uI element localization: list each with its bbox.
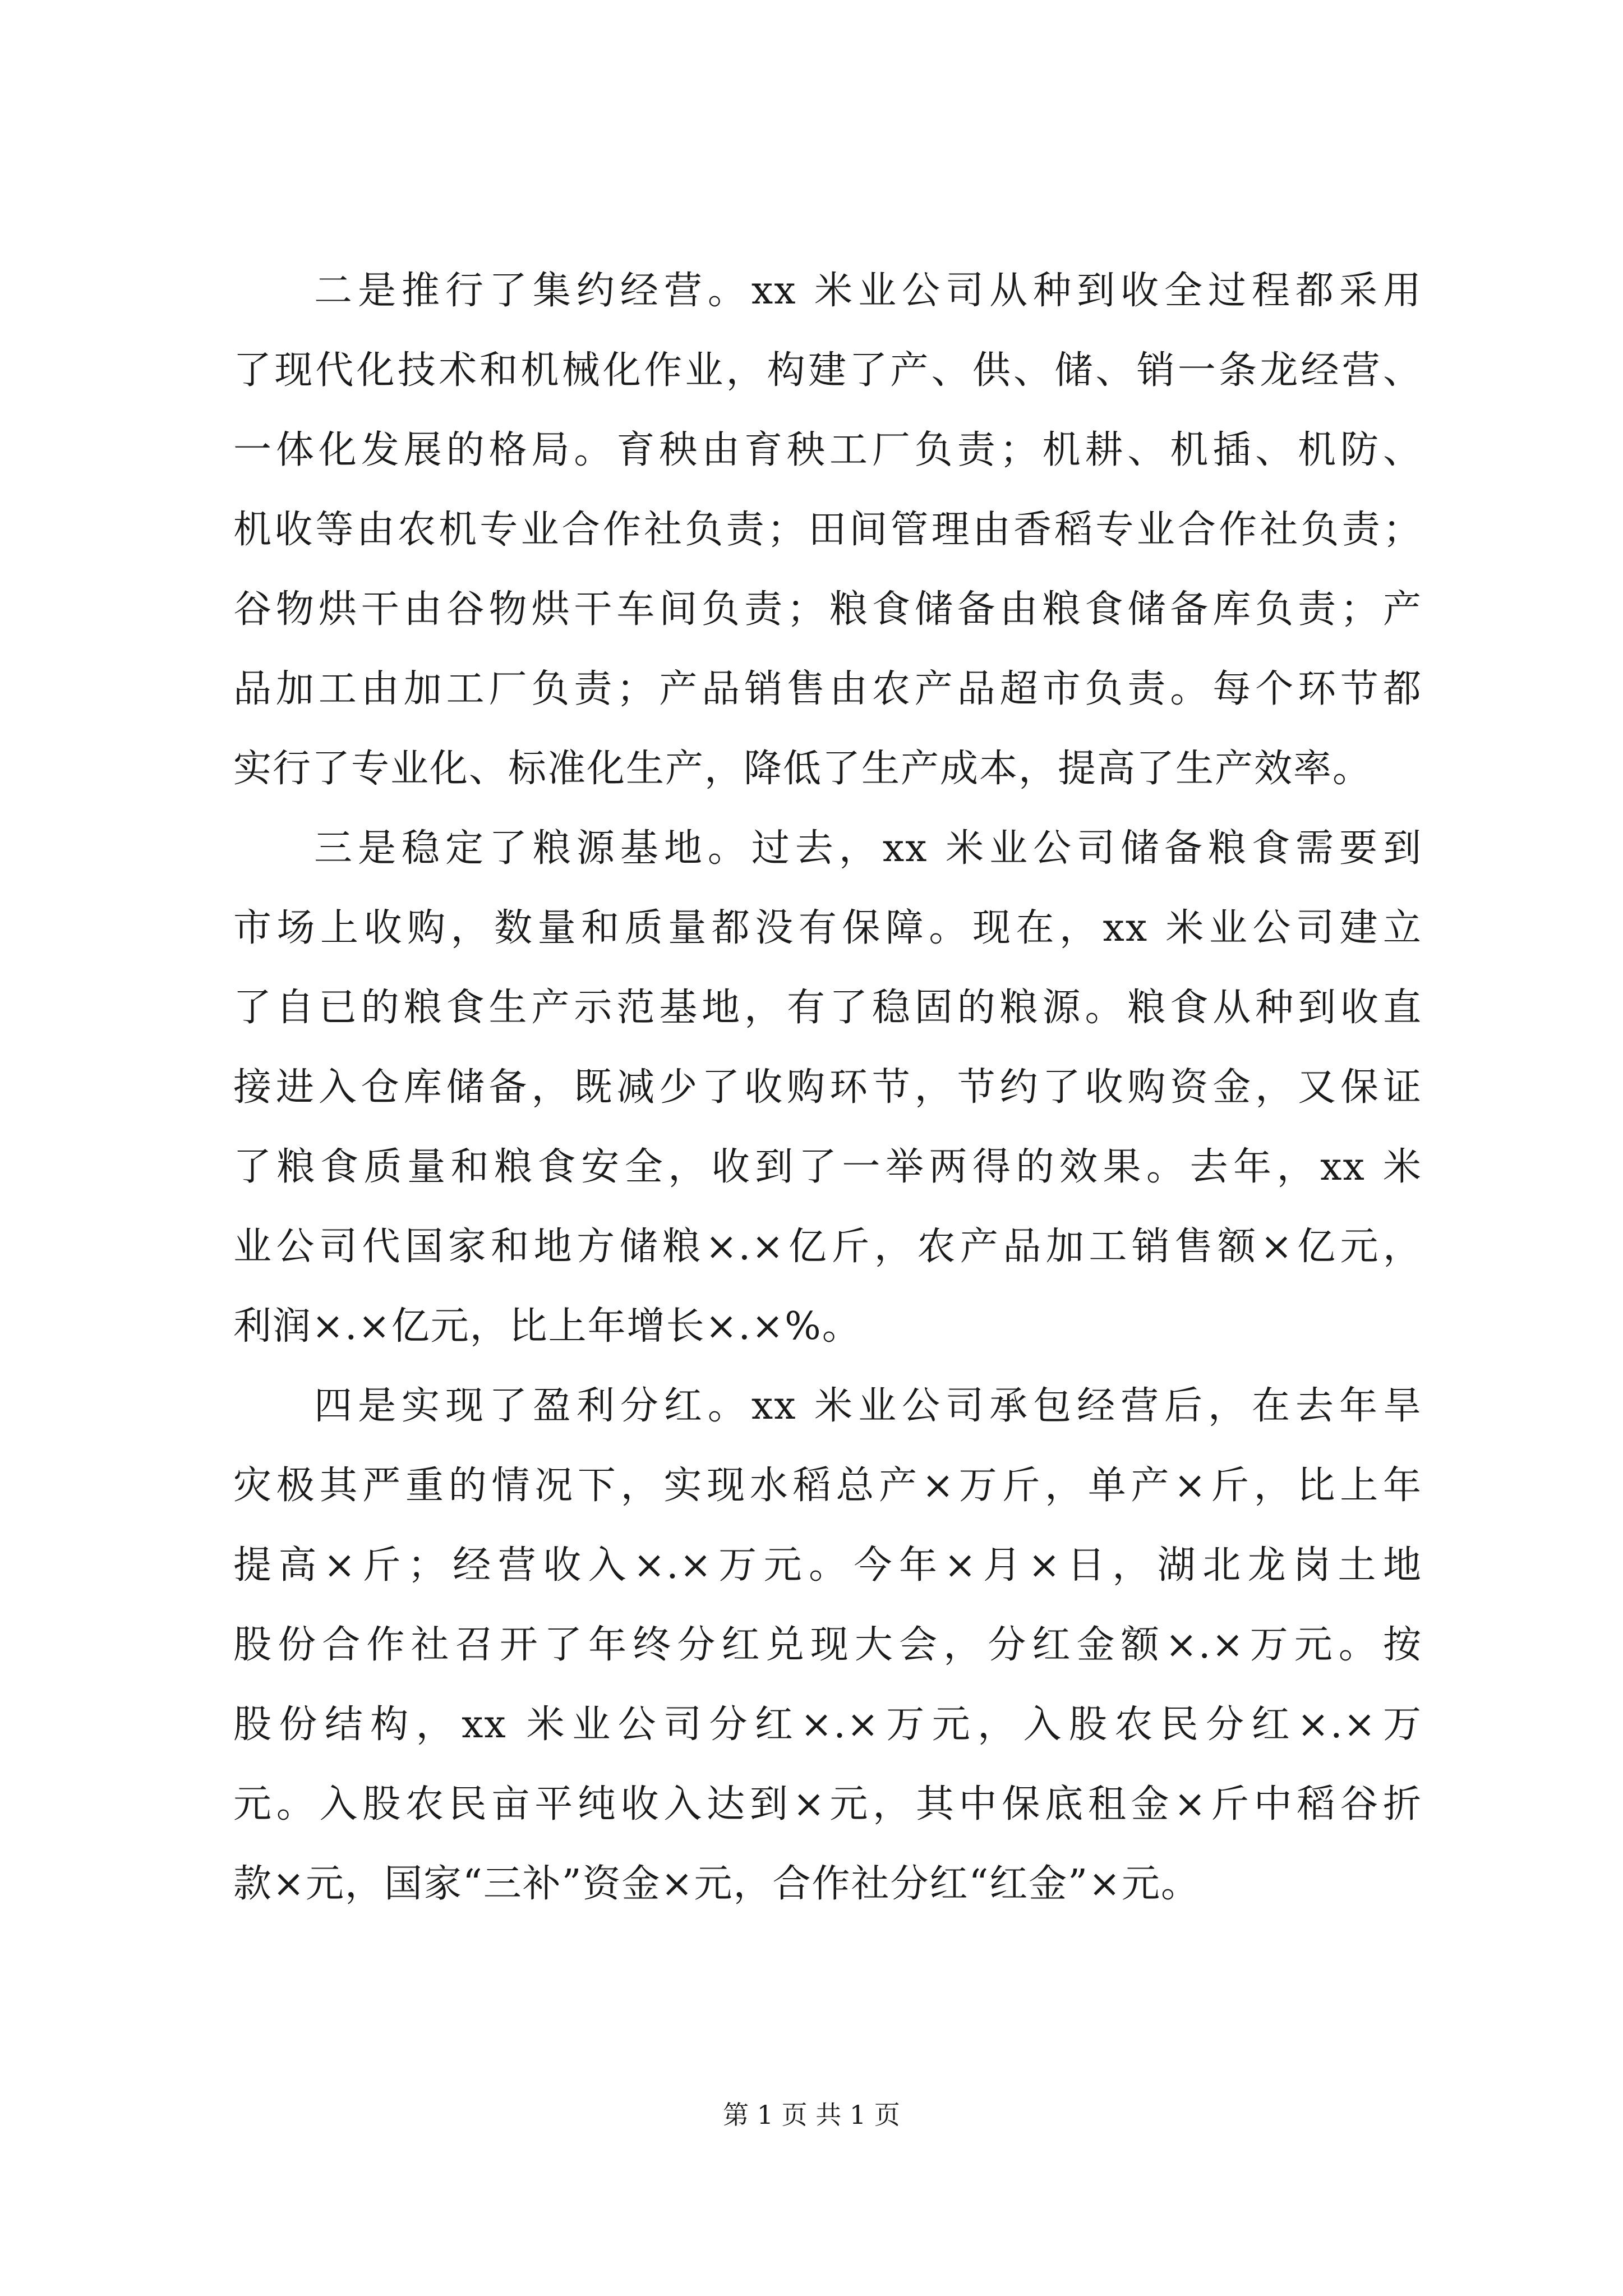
paragraph-line: 了现代化技术和机械化作业，构建了产、供、储、销一条龙经营、 xyxy=(233,348,1422,393)
paragraph-line: 业公司代国家和地方储粮×.×亿斤，农产品加工销售额×亿元， xyxy=(233,1225,1422,1269)
paragraph-line: 二是推行了集约经营。xx 米业公司从种到收全过程都采用 xyxy=(314,269,1422,313)
paragraph-line: 一体化发展的格局。育秧由育秧工厂负责；机耕、机插、机防、 xyxy=(233,428,1422,472)
paragraph-line: 实行了专业化、标准化生产，降低了生产成本，提高了生产效率。 xyxy=(233,747,1372,791)
paragraph-line: 利润×.×亿元，比上年增长×.×%。 xyxy=(233,1304,861,1349)
paragraph-line: 接进入仓库储备，既减少了收购环节，节约了收购资金，又保证 xyxy=(233,1065,1422,1110)
paragraph-line: 品加工由加工厂负责；产品销售由农产品超市负责。每个环节都 xyxy=(233,667,1422,711)
paragraph-line: 元。入股农民亩平纯收入达到×元，其中保底租金×斤中稻谷折 xyxy=(233,1782,1422,1826)
paragraph-line: 了粮食质量和粮食安全，收到了一举两得的效果。去年，xx 米 xyxy=(233,1145,1422,1189)
paragraph-line: 市场上收购，数量和质量都没有保障。现在，xx 米业公司建立 xyxy=(233,906,1422,950)
paragraph-line: 提高×斤；经营收入×.×万元。今年×月×日，湖北龙岗土地 xyxy=(233,1543,1422,1588)
paragraph-line: 谷物烘干由谷物烘干车间负责；粮食储备由粮食储备库负责；产 xyxy=(233,587,1422,632)
document-body xyxy=(233,251,1422,1924)
paragraph-line: 了自已的粮食生产示范基地，有了稳固的粮源。粮食从种到收直 xyxy=(233,986,1422,1030)
paragraph-line: 款×元，国家“三补”资金×元，合作社分红“红金”×元。 xyxy=(233,1862,1200,1906)
paragraph-line: 股份合作社召开了年终分红兑现大会，分红金额×.×万元。按 xyxy=(233,1623,1422,1667)
paragraph-intensive-operation xyxy=(233,251,1422,809)
paragraph-grain-base xyxy=(233,809,1422,1366)
paragraph-line: 股份结构，xx 米业公司分红×.×万元，入股农民分红×.×万 xyxy=(233,1703,1422,1747)
paragraph-line: 四是实现了盈利分红。xx 米业公司承包经营后，在去年旱 xyxy=(314,1384,1422,1428)
paragraph-profit-dividend xyxy=(233,1366,1422,1924)
paragraph-line: 机收等由农机专业合作社负责；田间管理由香稻专业合作社负责； xyxy=(233,508,1422,552)
page-number-footer: 第 1 页 共 1 页 xyxy=(723,2100,900,2130)
paragraph-line: 三是稳定了粮源基地。过去，xx 米业公司储备粮食需要到 xyxy=(314,826,1422,871)
paragraph-line: 灾极其严重的情况下，实现水稻总产×万斤，单产×斤，比上年 xyxy=(233,1464,1422,1508)
